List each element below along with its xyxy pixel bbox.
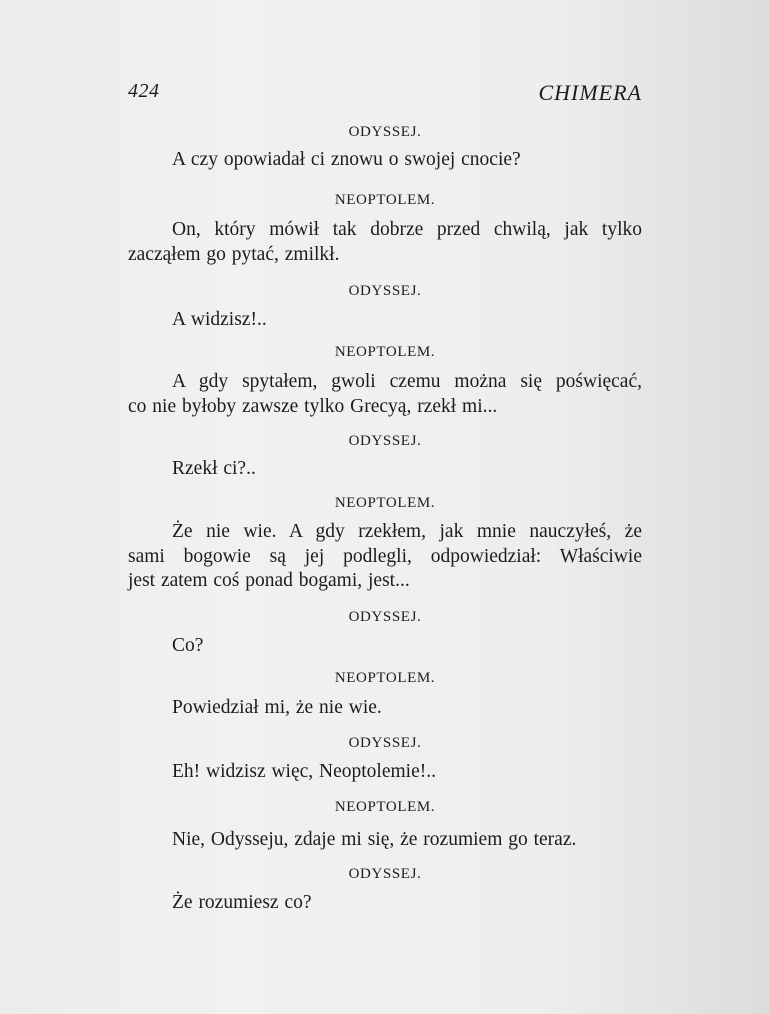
speech-block <box>128 696 642 721</box>
speech-line: jest zatem coś ponad bogami, jest... <box>128 570 410 591</box>
speaker-name: NEOPTOLEM. <box>334 799 436 815</box>
speaker-name: ODYSSEJ. <box>348 609 422 625</box>
speaker-name: ODYSSEJ. <box>348 124 422 140</box>
speech-line: A widzisz!.. <box>172 309 267 330</box>
speech-block <box>128 308 642 333</box>
speaker-name: NEOPTOLEM. <box>334 670 436 686</box>
speech-line: A czy opowiadał ci znowu o swojej cnocie? <box>172 149 521 170</box>
speech-line: co nie byłoby zawsze tylko Grecyą, rzekł mi... <box>128 395 498 417</box>
speech-line: zacząłem go pytać, zmilkł. <box>128 243 340 265</box>
speech-line: Co? <box>172 635 204 656</box>
speech-line: sami bogowie są jej podlegli, odpowiedział: Właściwie <box>128 545 642 567</box>
speech-block <box>128 760 642 785</box>
speaker-name: ODYSSEJ. <box>348 283 422 299</box>
speech-block <box>128 520 642 594</box>
speech-block <box>128 891 642 916</box>
running-title: CHIMERA <box>538 80 642 105</box>
speaker-name: ODYSSEJ. <box>348 866 422 882</box>
speech-line: A gdy spytałem, gwoli czemu można się poświęcać, <box>172 371 642 392</box>
speech-line: Eh! widzisz więc, Neoptolemie!.. <box>172 761 436 782</box>
speech-block <box>128 828 642 853</box>
speech-block <box>128 218 642 267</box>
speech-line: Powiedział mi, że nie wie. <box>172 697 382 718</box>
speaker-name: NEOPTOLEM. <box>334 192 436 208</box>
speech-block <box>128 457 642 482</box>
speaker-name: ODYSSEJ. <box>348 433 422 449</box>
speech-line: Nie, Odysseju, zdaje mi się, że rozumiem go teraz. <box>172 829 577 850</box>
speech-line: Rzekł ci?.. <box>172 458 256 479</box>
speech-block <box>128 148 642 173</box>
speech-block <box>128 370 642 419</box>
speaker-name: ODYSSEJ. <box>348 735 422 751</box>
speech-block <box>128 634 642 659</box>
speech-line: Że rozumiesz co? <box>172 892 312 913</box>
speech-line: Że nie wie. A gdy rzekłem, jak mnie nauczyłeś, że <box>172 521 642 542</box>
speaker-name: NEOPTOLEM. <box>334 495 436 511</box>
speaker-name: NEOPTOLEM. <box>334 344 436 360</box>
speech-line: On, który mówił tak dobrze przed chwilą, jak tylko <box>172 219 642 240</box>
running-head <box>128 80 642 106</box>
page-number: 424 <box>128 80 160 102</box>
